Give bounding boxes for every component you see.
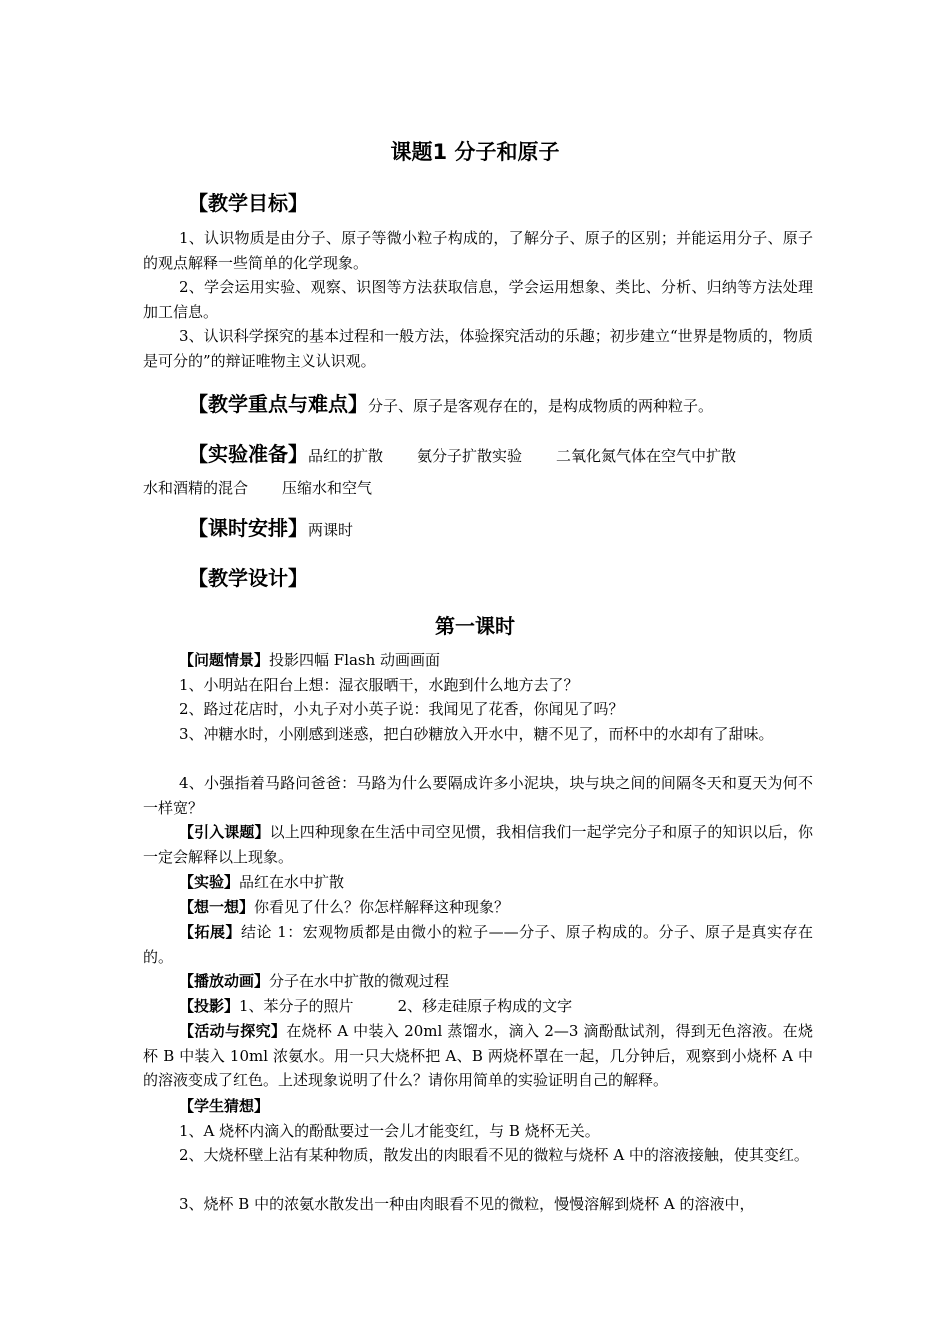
think-tag: 【想一想】 bbox=[179, 898, 255, 916]
goals-heading: 【教学目标】 bbox=[188, 191, 308, 215]
key-points-row bbox=[188, 388, 713, 417]
guess-item-1: 1、A 烧杯内滴入的酚酞要过一会儿才能变红，与 B 烧杯无关。 bbox=[179, 1122, 600, 1140]
prep-item-1: 品红的扩散 bbox=[308, 447, 384, 465]
scenario-item-2: 2、路过花店时，小丸子对小英子说：我闻见了花香，你闻见了吗？ bbox=[179, 700, 624, 718]
experiment-tag: 【实验】 bbox=[179, 873, 240, 891]
prep-row-2 bbox=[143, 477, 372, 498]
prep-item-2: 氨分子扩散实验 bbox=[417, 447, 523, 465]
animation-row bbox=[143, 969, 813, 994]
goal-item-1: 1、认识物质是由分子、原子等微小粒子构成的，了解分子、原子的区别；并能运用分子、原子的观点解释一些简单的化学现象。 bbox=[143, 229, 813, 272]
think-text: 你看见了什么？你怎样解释这种现象？ bbox=[254, 898, 510, 916]
activity-tag: 【活动与探究】 bbox=[179, 1022, 287, 1040]
activity-row bbox=[143, 1019, 813, 1093]
goal-item-2: 2、学会运用实验、观察、识图等方法获取信息，学会运用想象、类比、分析、归纳等方法处理加工信息。 bbox=[143, 278, 813, 321]
goal-item-3: 3、认识科学探究的基本过程和一般方法，体验探究活动的乐趣；初步建立“世界是物质的，物质是可分的”的辩证唯物主义认识观。 bbox=[143, 327, 813, 370]
prep-item-4: 水和酒精的混合 bbox=[143, 479, 249, 497]
prep-item-3: 二氧化氮气体在空气中扩散 bbox=[556, 447, 737, 465]
projection-tag: 【投影】 bbox=[179, 997, 240, 1015]
design-heading: 【教学设计】 bbox=[188, 566, 308, 590]
intro-tag: 【引入课题】 bbox=[179, 823, 270, 841]
schedule-heading: 【课时安排】 bbox=[188, 516, 308, 540]
animation-text: 分子在水中扩散的微观过程 bbox=[269, 972, 450, 990]
lesson-title: 第一课时 bbox=[435, 614, 515, 638]
extend-row bbox=[143, 920, 813, 969]
schedule-text: 两课时 bbox=[308, 521, 354, 539]
guess-item-2: 2、大烧杯壁上沾有某种物质，散发出的肉眼看不见的微粒与烧杯 A 中的溶液接触，使其变红。 bbox=[179, 1146, 809, 1164]
extend-tag: 【拓展】 bbox=[179, 923, 241, 941]
projection-item-1: 1、苯分子的照片 bbox=[239, 997, 354, 1015]
scenario-tag: 【问题情景】 bbox=[179, 651, 270, 669]
prep-item-5: 压缩水和空气 bbox=[282, 479, 373, 497]
document-title: 课题1 分子和原子 bbox=[390, 140, 560, 164]
scenario-item-4: 4、小强指着马路问爸爸：马路为什么要隔成许多小泥块，块与块之间的间隔冬天和夏天为何不一样宽？ bbox=[143, 774, 813, 817]
scenario-row bbox=[143, 648, 813, 673]
key-points-heading: 【教学重点与难点】 bbox=[188, 392, 368, 416]
guess-tag: 【学生猜想】 bbox=[179, 1097, 270, 1115]
scenario-item-1: 1、小明站在阳台上想：湿衣服晒干，水跑到什么地方去了？ bbox=[179, 676, 579, 694]
schedule-row bbox=[188, 512, 353, 541]
guess-row bbox=[143, 1094, 813, 1119]
guess-item-3: 3、烧杯 B 中的浓氨水散发出一种由肉眼看不见的微粒，慢慢溶解到烧杯 A 的溶液中， bbox=[179, 1195, 755, 1213]
activity-text: 在烧杯 A 中装入 20ml 蒸馏水，滴入 2—3 滴酚酞试剂，得到无色溶液。在烧杯 B 中装入 10ml 浓氨水。用一只大烧杯把 A、B 两烧杯罩在一起，几分钟后，观察到小烧杯 A 中的溶液变成了红色。上述现象说明了什么？请你用简单的实验证明自己的解释。 bbox=[143, 1022, 813, 1089]
think-row bbox=[143, 895, 813, 920]
prep-row bbox=[188, 438, 736, 467]
intro-row bbox=[143, 820, 813, 869]
projection-row bbox=[143, 994, 813, 1019]
intro-text: 以上四种现象在生活中司空见惯，我相信我们一起学完分子和原子的知识以后，你一定会解释以上现象。 bbox=[143, 823, 813, 866]
extend-text: 结论 1：宏观物质都是由微小的粒子——分子、原子构成的。分子、原子是真实存在的。 bbox=[143, 923, 813, 966]
animation-tag: 【播放动画】 bbox=[179, 972, 270, 990]
key-points-text: 分子、原子是客观存在的，是构成物质的两种粒子。 bbox=[368, 397, 714, 415]
prep-heading: 【实验准备】 bbox=[188, 442, 308, 466]
projection-item-2: 2、移走硅原子构成的文字 bbox=[397, 997, 573, 1015]
experiment-text: 品红在水中扩散 bbox=[239, 873, 345, 891]
scenario-item-3: 3、冲糖水时，小刚感到迷惑，把白砂糖放入开水中，糖不见了，而杯中的水却有了甜味。 bbox=[179, 725, 774, 743]
scenario-text: 投影四幅 Flash 动画画面 bbox=[269, 651, 441, 669]
experiment-row bbox=[143, 870, 813, 895]
